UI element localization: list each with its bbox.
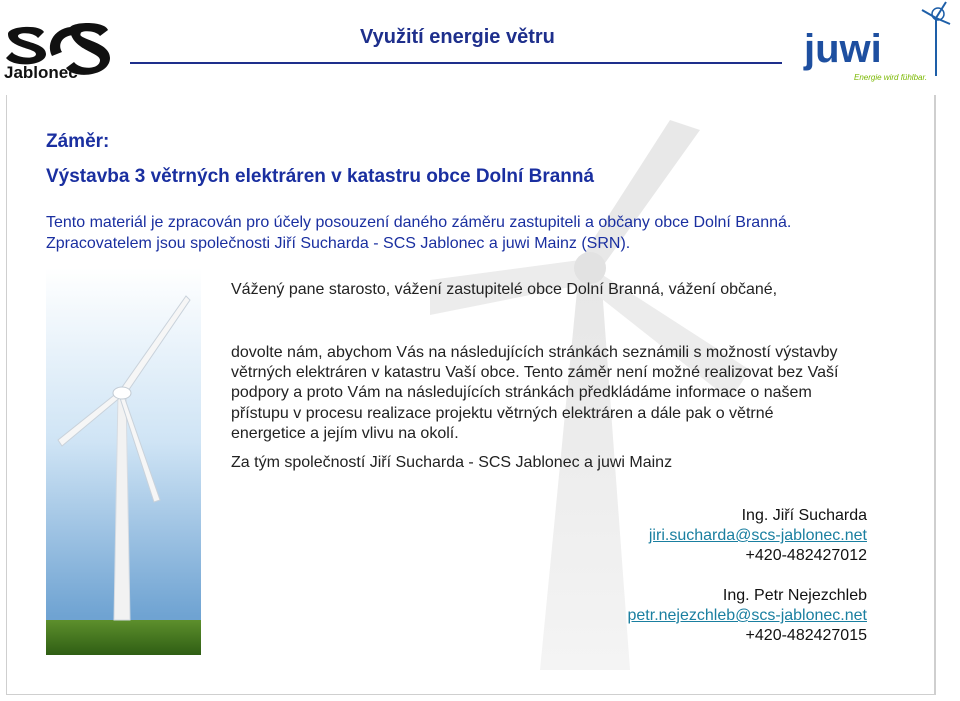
contact-phone: +420-482427015 [745,627,867,644]
intro-line-1: Tento materiál je zpracován pro účely posouzení daného záměru zastupiteli a občany obce Dolní Branná. [46,214,792,231]
contact-email-link[interactable]: jiri.sucharda@scs-jablonec.net [648,527,867,544]
page-title: Využití energie větru [360,26,555,48]
letter-body: dovolte nám, abychom Vás na následujících stránkách seznámili s možností výstavby větrných elektráren v katastru Vaší obce. Tento záměr není možné realizovat bez Vaší podpory a proto Vám na následujících stránkách předkládáme informace o našem přístupu v procesu realizace projektu větrných elektráren a dále pak o větrné energetice a jejím vlivu na okolí. [231,344,839,442]
svg-text:juwi: juwi [804,27,882,71]
header-divider [130,62,782,64]
project-title: Výstavba 3 větrných elektráren v katastru obce Dolní Branná [46,166,595,187]
svg-text:Energie wird fühlbar.: Energie wird fühlbar. [854,73,928,82]
contact-name: Ing. Petr Nejezchleb [722,587,867,604]
svg-text:Jablonec: Jablonec [4,63,78,82]
wind-turbine-photo [46,268,201,655]
contact-phone: +420-482427012 [745,547,867,564]
frame-border-left [6,95,7,695]
letter-greeting: Vážený pane starosto, vážení zastupitelé obce Dolní Branná, vážení občané, [231,281,778,298]
intent-label: Záměr: [46,131,110,152]
juwi-logo [796,0,956,84]
frame-border-right [934,95,936,695]
intro-line-2: Zpracovatelem jsou společnosti Jiří Sucharda - SCS Jablonec a juwi Mainz (SRN). [46,235,631,252]
letter-signature: Za tým společností Jiří Sucharda - SCS Jablonec a juwi Mainz [231,454,673,471]
contact-name: Ing. Jiří Sucharda [741,507,867,524]
frame-border-bottom [6,694,936,695]
contact-email-link[interactable]: petr.nejezchleb@scs-jablonec.net [627,607,867,624]
scs-jablonec-logo [0,20,112,86]
